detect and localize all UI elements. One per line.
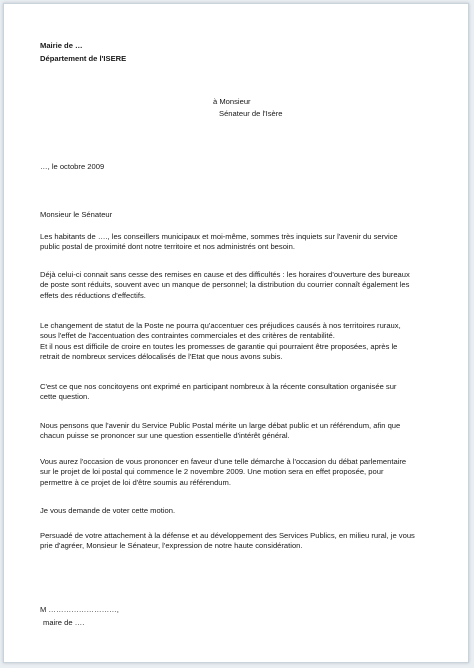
paragraph-2	[40, 270, 440, 301]
recipient-line1: à Monsieur	[213, 97, 251, 106]
paragraph-line: public postal de proximité dont notre territoire et nos administrés ont besoin.	[40, 242, 295, 252]
sender-mairie: Mairie de …	[40, 41, 83, 50]
paragraph-line: permettre à ce projet de loi d'être soumis au référendum.	[40, 477, 231, 487]
paragraph-line: Je vous demande de voter cette motion.	[40, 506, 176, 515]
paragraph-line: effets des réductions d'effectifs.	[40, 290, 146, 300]
paragraph-line: Persuadé de votre attachement à la défense et au développement des Services Publics, en milieu rural, je vous	[40, 531, 415, 540]
paragraph-line: Nous pensons que l'avenir du Service Public Postal mérite un large débat public et un référendum, afin que	[40, 421, 401, 430]
paragraph-line: Les habitants de …., les conseillers municipaux et moi-même, sommes très inquiets sur l'avenir du service	[40, 232, 398, 241]
paragraph-1	[40, 232, 440, 253]
paragraph-line: prie d'agréer, Monsieur le Sénateur, l'expression de notre haute considération.	[40, 541, 303, 551]
paragraph-line: sur le projet de loi postal qui commence le 2 novembre 2009. Une motion sera en effet proposée, pour	[40, 467, 384, 477]
recipient-line2: Sénateur de l'Isère	[219, 109, 283, 118]
sender-department: Département de l'ISERE	[40, 54, 127, 63]
paragraph-4	[40, 382, 440, 403]
signature-name: M ………………………,	[40, 605, 119, 614]
letter-date: …, le octobre 2009	[40, 162, 105, 171]
signature-title: maire de ….	[43, 618, 85, 627]
paragraph-3	[40, 321, 440, 363]
salutation: Monsieur le Sénateur	[40, 210, 113, 219]
paragraph-line: retrait de nombreux services délocalisés de l'Etat que nous avons subis.	[40, 352, 283, 362]
paragraph-6	[40, 457, 440, 488]
paragraph-line: chacun puisse se prononcer sur une question essentielle d'intérêt général.	[40, 431, 290, 441]
paragraph-line: sous l'effet de l'accentuation des contraintes commerciales et des critères de rentabilité.	[40, 331, 335, 341]
paragraph-line: Déjà celui-ci connait sans cesse des remises en cause et des difficultés : les horaires d'ouverture des bureaux	[40, 270, 410, 279]
paragraph-line: C'est ce que nos concitoyens ont exprimé en participant nombreux à la récente consultation organisée sur	[40, 382, 397, 391]
paragraph-7	[40, 506, 440, 516]
paragraph-line: cette question.	[40, 392, 90, 402]
paragraph-line: Et il nous est difficile de croire en toutes les promesses de garantie qui pourraient être proposées, après le	[40, 341, 398, 351]
letter-page	[3, 3, 469, 663]
paragraph-line: Le changement de statut de la Poste ne pourra qu'accentuer ces préjudices causés à nos territoires ruraux,	[40, 321, 401, 330]
paragraph-line: de poste sont réduits, souvent avec un manque de personnel; la distribution du courrier connaît également les	[40, 280, 410, 290]
paragraph-line: Vous aurez l'occasion de vous prononcer en faveur d'une telle démarche à l'occasion du débat parlementaire	[40, 457, 407, 466]
paragraph-5	[40, 421, 440, 442]
paragraph-8	[40, 531, 440, 552]
